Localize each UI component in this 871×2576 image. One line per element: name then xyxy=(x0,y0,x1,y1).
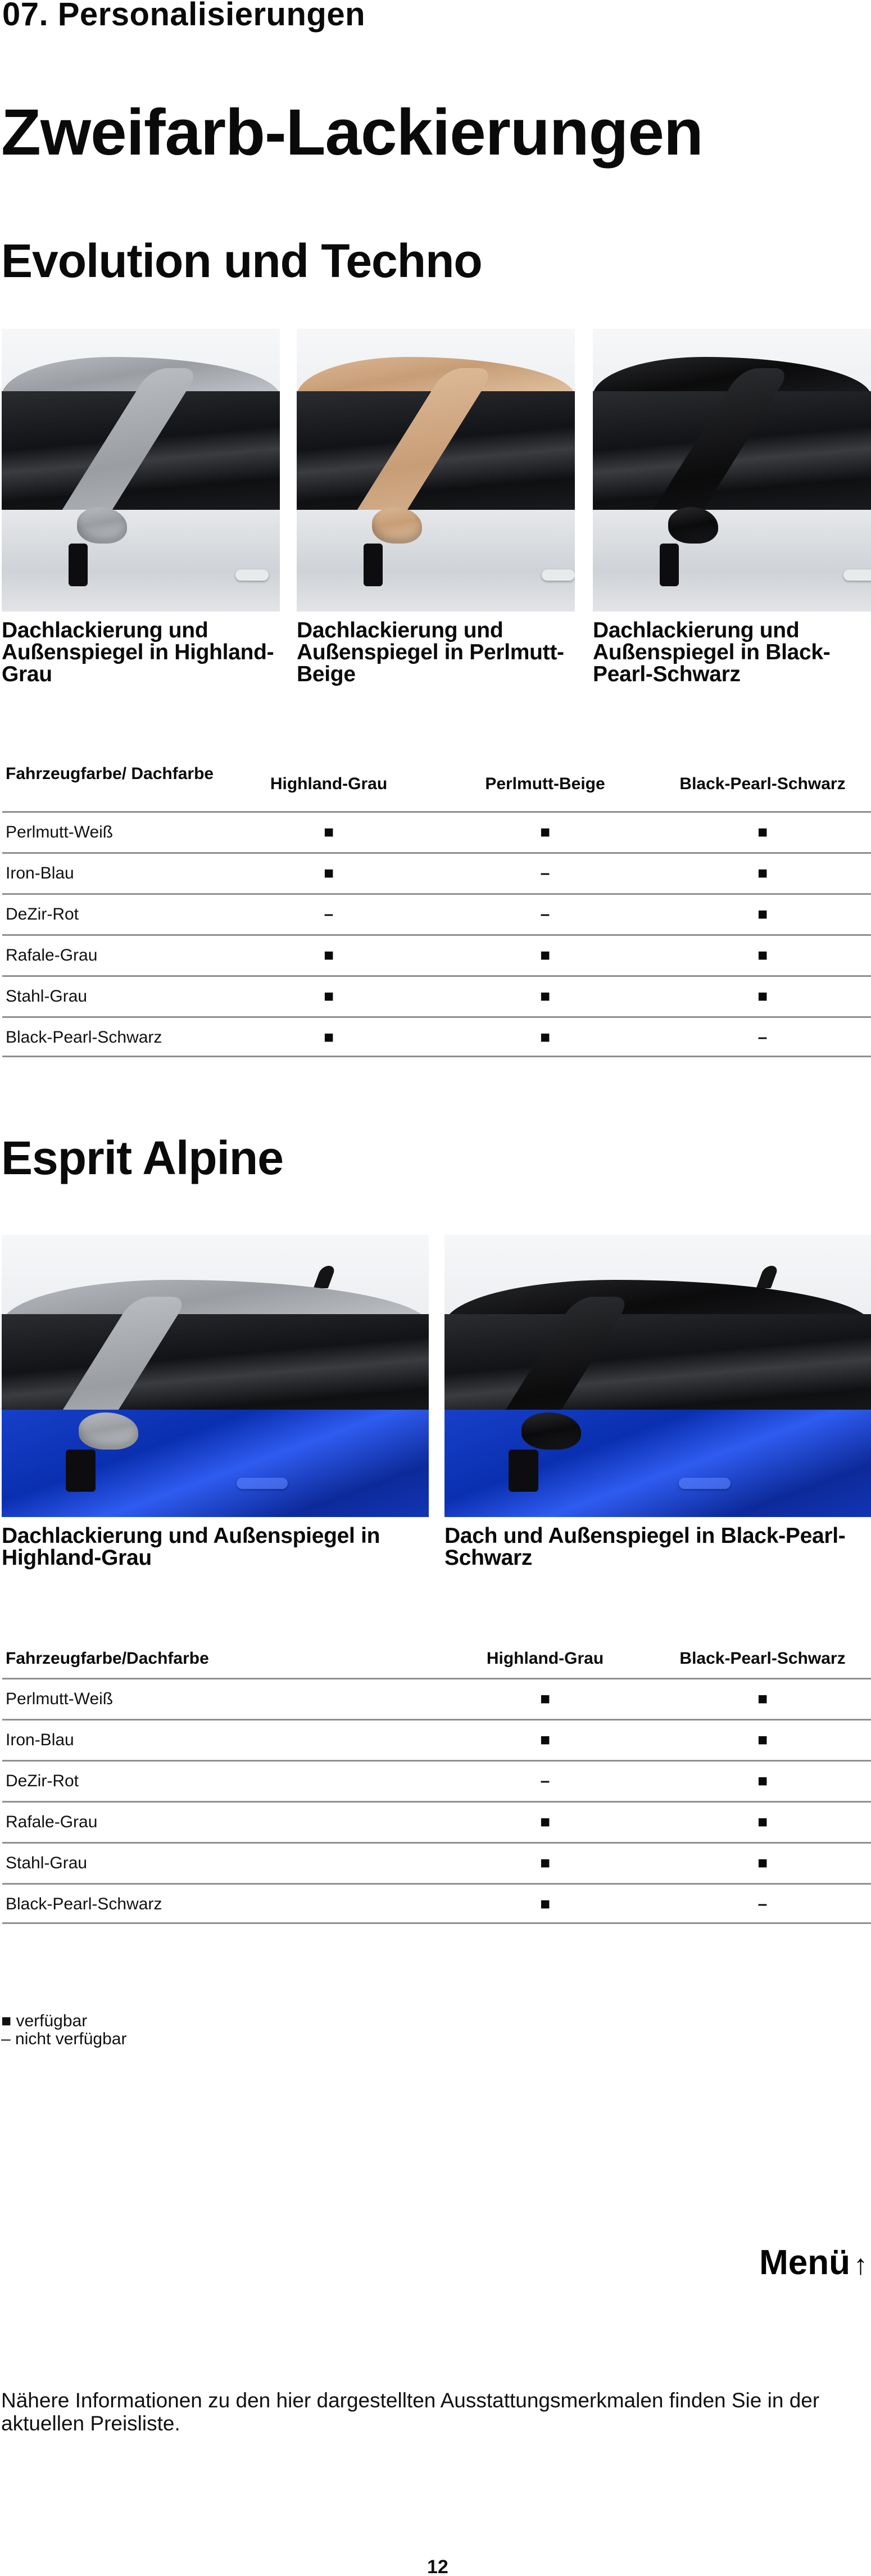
table-row: Rafale-Grau ■ ■ xyxy=(2,1801,871,1842)
table-row: Iron-Blau ■ – ■ xyxy=(2,852,871,893)
table-header-black-pearl-schwarz: Black-Pearl-Schwarz xyxy=(679,775,846,793)
caption-perlmutt-beige: Dachlackierung und Außenspiegel in Perlmutt-Beige xyxy=(297,618,564,686)
footer-note: Nähere Informationen zu den hier dargestellten Ausstattungsmerkmalen finden Sie in der aktuellen Preisliste. xyxy=(1,2389,820,2435)
legend-available xyxy=(1,2012,87,2030)
unavailable-dash-icon: – xyxy=(1,2030,11,2048)
section-title-evolution-techno: Evolution und Techno xyxy=(1,234,482,287)
car-photo-highland-grau-roof xyxy=(2,329,280,612)
color-compatibility-table-evolution xyxy=(2,764,871,1062)
table-header-highland-grau: Highland-Grau xyxy=(270,775,388,793)
legend-available-label: verfügbar xyxy=(16,2012,88,2030)
table-row: Black-Pearl-Schwarz ■ – xyxy=(2,1883,871,1924)
page-number: 12 xyxy=(427,2556,448,2576)
arrow-up-icon: ↑ xyxy=(854,2249,868,2280)
legend-unavailable xyxy=(1,2030,126,2048)
caption-esprit-black-pearl-schwarz: Dach und Außenspiegel in Black-Pearl-Schwarz xyxy=(444,1524,846,1570)
table-row: Iron-Blau ■ ■ xyxy=(2,1719,871,1760)
table-row: Perlmutt-Weiß ■ ■ xyxy=(2,1678,871,1719)
car-photo-black-pearl-schwarz-roof xyxy=(593,329,871,612)
available-square-icon: ■ xyxy=(1,2012,12,2030)
table-header-black-pearl-schwarz: Black-Pearl-Schwarz xyxy=(679,1649,846,1668)
table-row: Perlmutt-Weiß ■ ■ ■ xyxy=(2,811,871,852)
caption-black-pearl-schwarz: Dachlackierung und Außenspiegel in Black-Pearl-Schwarz xyxy=(593,618,831,686)
car-photo-iron-blau-highland-grau-roof xyxy=(2,1235,429,1517)
table-row: Stahl-Grau ■ ■ ■ xyxy=(2,975,871,1016)
table-row: DeZir-Rot – – ■ xyxy=(2,893,871,934)
section-title-esprit-alpine: Esprit Alpine xyxy=(1,1131,283,1184)
legend-unavailable-label: nicht verfügbar xyxy=(15,2030,127,2048)
table-header-vehicle-roof-color: Fahrzeugfarbe/ Dachfarbe xyxy=(6,764,214,783)
table-header-vehicle-roof-color: Fahrzeugfarbe/Dachfarbe xyxy=(6,1649,209,1668)
menu-label: Menü xyxy=(759,2243,850,2282)
table-header-perlmutt-beige: Perlmutt-Beige xyxy=(485,775,605,793)
table-header-highland-grau: Highland-Grau xyxy=(486,1649,604,1668)
caption-esprit-highland-grau: Dachlackierung und Außenspiegel in Highland-Grau xyxy=(2,1524,380,1570)
table-row: Rafale-Grau ■ ■ ■ xyxy=(2,934,871,975)
car-photo-perlmutt-beige-roof xyxy=(297,329,575,612)
page-title: Zweifarb-Lackierungen xyxy=(1,96,703,169)
table-row: Stahl-Grau ■ ■ xyxy=(2,1842,871,1883)
color-compatibility-table-esprit-alpine xyxy=(2,1647,871,1934)
caption-highland-grau: Dachlackierung und Außenspiegel in Highland-Grau xyxy=(2,618,274,686)
table-row: DeZir-Rot – ■ xyxy=(2,1760,871,1801)
menu-link[interactable] xyxy=(759,2243,868,2283)
car-photo-iron-blau-black-pearl-roof xyxy=(444,1235,871,1517)
section-label: 07. Personalisierungen xyxy=(2,0,366,33)
table-row: Black-Pearl-Schwarz ■ ■ – xyxy=(2,1016,871,1057)
